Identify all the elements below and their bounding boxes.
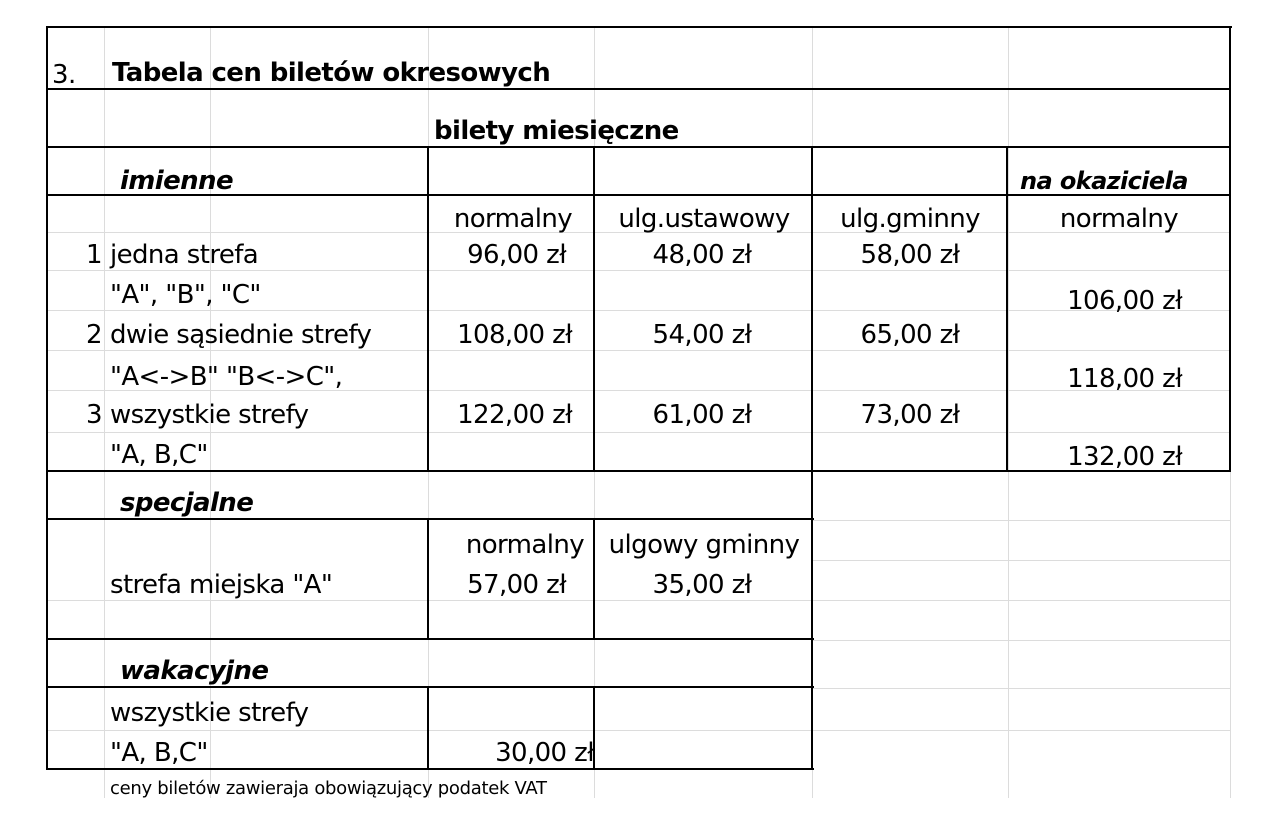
price-normalny: 96,00 zł (467, 240, 566, 270)
row-zones: "A<->B" "B<->C", (110, 362, 343, 392)
price-normalny: 57,00 zł (467, 570, 566, 600)
price-bearer: 132,00 zł (1067, 442, 1182, 472)
footnote: ceny biletów zawieraja obowiązujący podatek VAT (110, 778, 547, 799)
col-header-normalny: normalny (453, 204, 572, 234)
price-ulgowy: 35,00 zł (652, 570, 752, 600)
row-name: jedna strefa (110, 240, 259, 270)
section-number: 3. (52, 60, 76, 90)
specjalne-label: specjalne (120, 488, 254, 518)
col-header-ulgowy-gminny: ulgowy gminny (608, 530, 800, 560)
row-name: dwie sąsiednie strefy (110, 320, 372, 350)
price-ustawowy: 48,00 zł (652, 240, 752, 270)
col-header-normalny: normalny (465, 530, 584, 560)
price-ustawowy: 54,00 zł (652, 320, 752, 350)
row-name: wszystkie strefy (110, 698, 309, 728)
monthly-header: bilety miesięczne (434, 116, 679, 146)
row-zones: "A", "B", "C" (110, 280, 261, 310)
col-header-gminny: ulg.gminny (840, 204, 980, 234)
price-bearer: 118,00 zł (1067, 364, 1182, 394)
wakacyjne-label: wakacyjne (120, 656, 269, 686)
price-gminny: 73,00 zł (860, 400, 960, 430)
row-name: wszystkie strefy (110, 400, 309, 430)
price-gminny: 65,00 zł (860, 320, 960, 350)
row-zones: "A, B,C" (110, 738, 208, 768)
row-zones: "A, B,C" (110, 440, 208, 470)
row-number: 2 (86, 320, 102, 350)
imienne-label: imienne (120, 166, 234, 196)
price-normalny: 30,00 zł (495, 738, 594, 768)
col-header-ustawowy: ulg.ustawowy (618, 204, 790, 234)
page-title: Tabela cen biletów okresowych (112, 58, 551, 88)
row-name: strefa miejska "A" (110, 570, 333, 600)
row-number: 3 (86, 400, 102, 430)
row-number: 1 (86, 240, 102, 270)
bearer-label: na okaziciela (1020, 167, 1188, 195)
price-gminny: 58,00 zł (860, 240, 960, 270)
price-bearer: 106,00 zł (1067, 286, 1182, 316)
col-header-bearer-normalny: normalny (1059, 204, 1179, 234)
price-ustawowy: 61,00 zł (652, 400, 752, 430)
price-normalny: 122,00 zł (457, 400, 572, 430)
price-normalny: 108,00 zł (457, 320, 572, 350)
